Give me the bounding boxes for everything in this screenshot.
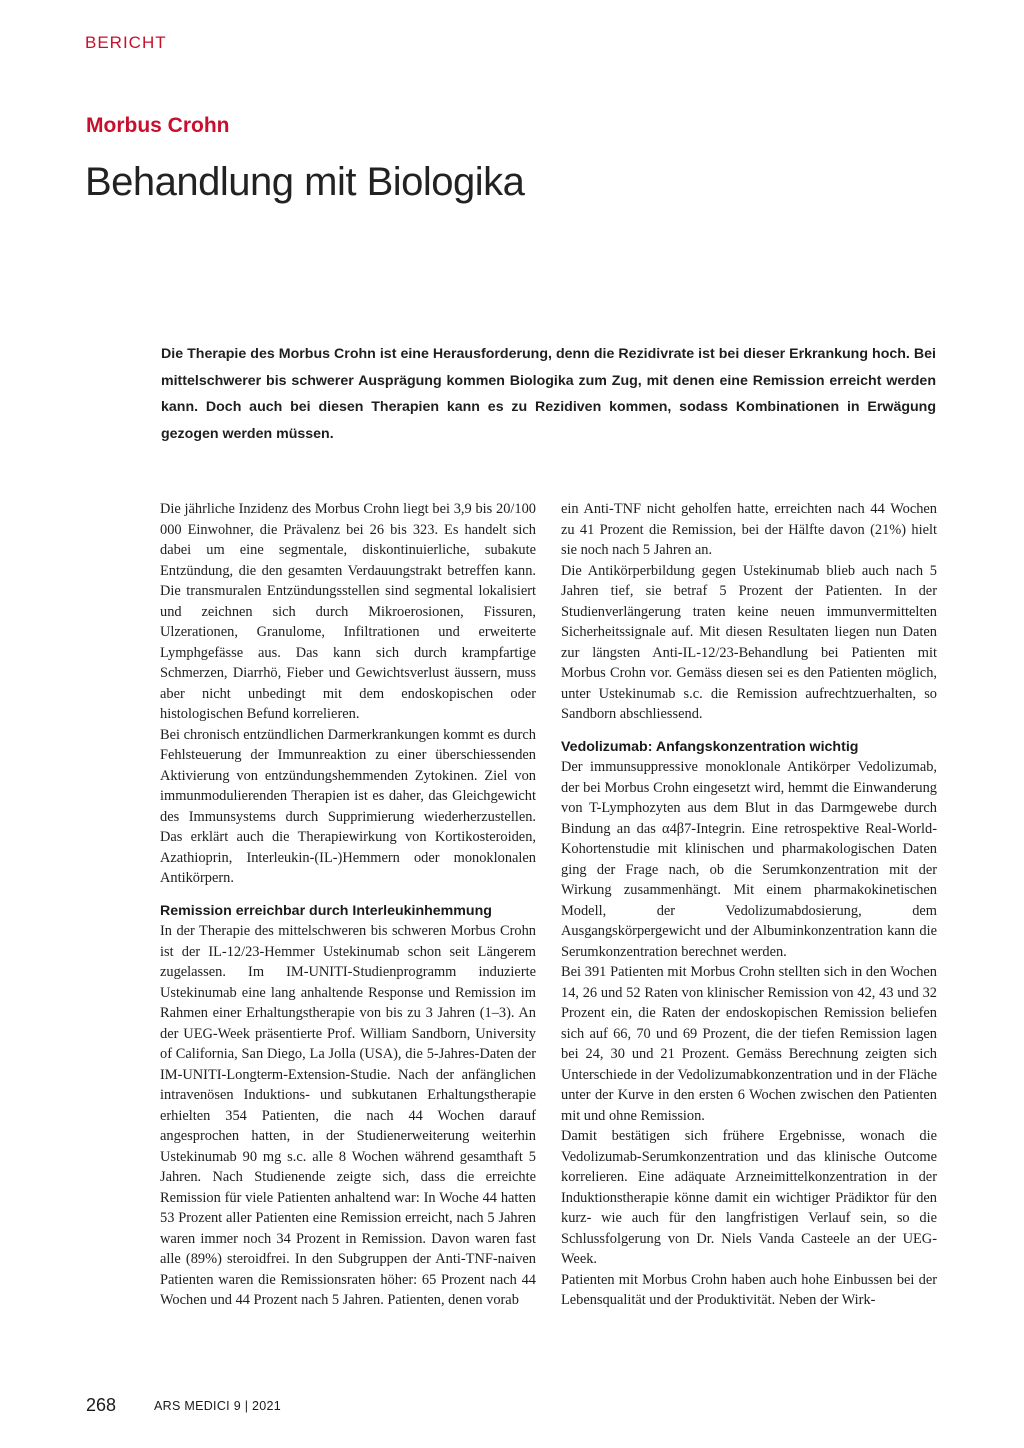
article-title: Behandlung mit Biologika xyxy=(85,160,525,204)
body-paragraph: Der immunsuppressive monoklonale Antikörper Vedolizumab, der bei Morbus Crohn eingesetzt wird, hemmt die Einwanderung von T-Lymphozyten aus dem Blut in das Darmgewebe durch Bindung an das α4β7-Integrin. Eine retrospektive Real-World-Kohortenstudie mit klinischen und pharmakologischen Daten ging der Frage nach, ob die Serumkonzentration mit der Wirkung zusammenhängt. Mit einem pharmakokinetischen Modell, der Vedolizumabdosierung, dem Ausgangskörpergewicht und der Albuminkonzentration kann die Serumkonzentration berechnet werden. xyxy=(561,759,937,960)
body-paragraph: Die Antikörperbildung gegen Ustekinumab blieb auch nach 5 Jahren tief, sie betraf 5 Prozent der Patienten. In der Studienverlängerung traten keine neuen immunvermittelten Sicherheitssignale auf. Mit diesen Resultaten liegen nun Daten zur längsten Anti-IL-12/23-Behandlung bei Patienten mit Morbus Crohn vor. Gemäss diesen sei es den Patienten möglich, unter Ustekinumab s.c. die Remission aufrechtzuerhalten, so Sandborn abschliessend. xyxy=(561,562,937,722)
right-column xyxy=(561,499,937,1311)
body-paragraph: In der Therapie des mittelschweren bis schweren Morbus Crohn ist der IL-12/23-Hemmer Ustekinumab schon seit Längerem zugelassen. Im IM-UNITI-Studienprogramm induzierte Ustekinumab eine lang anhaltende Response und Remission im Rahmen einer Erhaltungstherapie von bis zu 3 Jahren (1–3). An der UEG-Week präsentierte Prof. William Sandborn, University of California, San Diego, La Jolla (USA), die 5-Jahres-Daten der IM-UNITI-Longterm-Extension-Studie. Nach der anfänglichen intravenösen Induktions- und subkutanen Erhaltungstherapie erhielten 354 Patienten, die nach 44 Wochen darauf angesprochen hatten, in der Studienerweiterung weiterhin Ustekinumab 90 mg s.c. alle 8 Wochen während gesamthaft 5 Jahren. Nach Studienende zeigte sich, dass die erreichte Remission für viele Patienten anhaltend war: In Woche 44 hatten 53 Prozent aller Patienten eine Remission erreicht, nach 5 Jahren waren immer noch 34 Prozent in Remission. Davon waren fast alle (89%) steroidfrei. In den Subgruppen der Anti-TNF-naiven Patienten waren die Remissionsraten höher: 65 Prozent nach 44 Wochen und 44 Prozent nach 5 Jahren. Patienten, denen vorab xyxy=(160,923,536,1308)
body-paragraph: Bei chronisch entzündlichen Darmerkrankungen kommt es durch Fehlsteuerung der Immunreaktion zu einer überschiessenden Aktivierung von entzündungshemmenden Zytokinen. Ziel von immunmodulierenden Therapien ist es daher, das Gleichgewicht des Immunsystems durch Supprimierung wiederherzustellen. Das erklärt auch die Therapiewirkung von Kortikosteroiden, Azathioprin, Interleukin-(IL-)Hemmern oder monoklonalen Antikörpern. xyxy=(160,726,536,886)
body-paragraph: Die jährliche Inzidenz des Morbus Crohn liegt bei 3,9 bis 20/100 000 Einwohner, die Prävalenz bei 26 bis 323. Es handelt sich dabei um eine segmentale, diskontinuierliche, subakute Entzündung, die den gesamten Verdauungstrakt betreffen kann. Die transmuralen Entzündungsstellen sind segmental lokalisiert und zeichnen sich durch Mikroerosionen, Fissuren, Ulzerationen, Granulome, Infiltrationen und erweiterte Lymphgefässe aus. Das kann sich durch krampfartige Schmerzen, Diarrhö, Fieber und Gewichtsverlust äussern, muss aber nicht unbedingt mit dem endoskopischen oder histologischen Befund korrelieren. xyxy=(160,501,536,722)
body-paragraph: ein Anti-TNF nicht geholfen hatte, erreichten nach 44 Wochen zu 41 Prozent die Remission, bei der Hälfte davon (21%) hielt sie noch nach 5 Jahren an. xyxy=(561,501,937,558)
body-paragraph: Bei 391 Patienten mit Morbus Crohn stellten sich in den Wochen 14, 26 und 52 Raten von klinischer Remission von 42, 43 und 32 Prozent ein, die Raten der endoskopischen Remission beliefen sich auf 66, 70 und 69 Prozent, die der tiefen Remission lagen bei 24, 30 und 21 Prozent. Gemäss Berechnung zeigten sich Unterschiede in der Vedolizumabkonzentration und in der Fläche unter der Kurve in den ersten 6 Wochen zwischen den Patienten mit und ohne Remission. xyxy=(561,964,937,1124)
section-heading: Remission erreichbar durch Interleukinhemmung xyxy=(160,902,492,919)
journal-reference: ARS MEDICI 9 | 2021 xyxy=(154,1399,282,1413)
section-heading: Vedolizumab: Anfangskonzentration wichtig xyxy=(561,738,859,755)
body-paragraph: Damit bestätigen sich frühere Ergebnisse, wonach die Vedolizumab-Serumkonzentration und das klinische Outcome korrelieren. Eine adäquate Arzneimittelkonzentration in der Induktionstherapie könne damit ein wichtiger Prädiktor für den kurz- wie auch für den langfristigen Verlauf sein, so die Schlussfolgerung von Dr. Niels Vanda Casteele an der UEG-Week. xyxy=(561,1128,937,1267)
left-column xyxy=(160,499,536,1311)
page-number: 268 xyxy=(86,1395,117,1415)
section-tag: BERICHT xyxy=(85,33,167,52)
article-kicker: Morbus Crohn xyxy=(86,114,230,137)
body-paragraph: Patienten mit Morbus Crohn haben auch hohe Einbussen bei der Lebensqualität und der Produktivität. Neben der Wirk- xyxy=(561,1271,937,1308)
lead-paragraph: Die Therapie des Morbus Crohn ist eine Herausforderung, denn die Rezidivrate ist bei dieser Erkrankung hoch. Bei mittelschwerer bis schwerer Ausprägung kommen Biologika zum Zug, mit denen eine Remission erreicht werden kann. Doch auch bei diesen Therapien kann es zu Rezidiven kommen, sodass Kombinationen in Erwägung gezogen werden müssen. xyxy=(161,346,936,442)
